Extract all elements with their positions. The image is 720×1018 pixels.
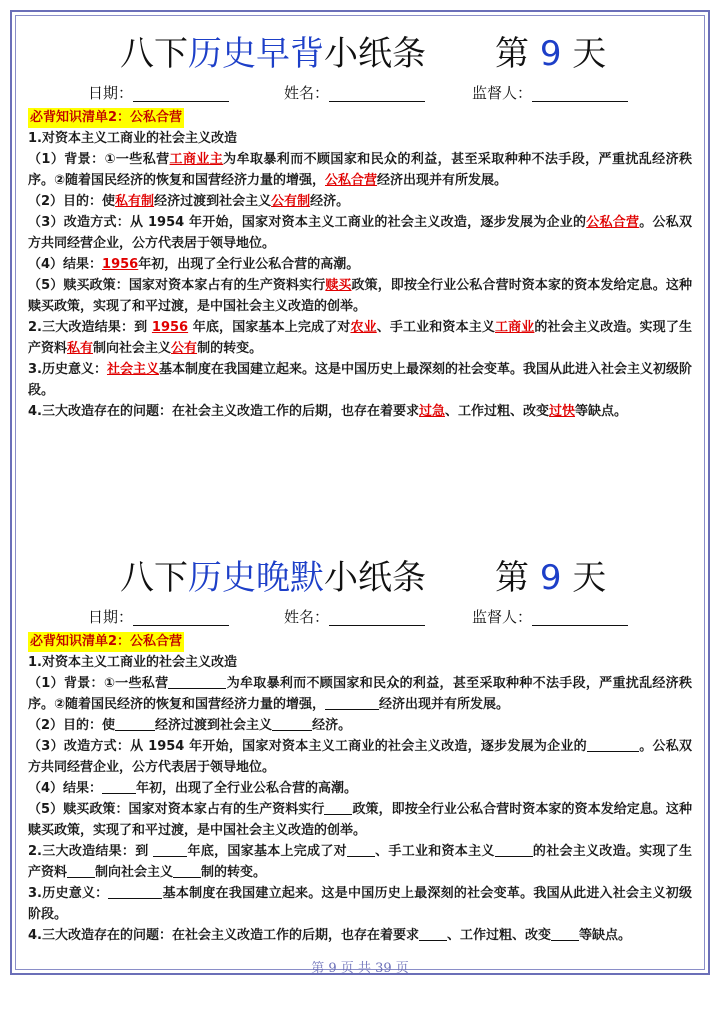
title-prefix: 八下 — [120, 558, 188, 598]
text: 等缺点。 — [579, 928, 632, 943]
purpose-paragraph — [28, 715, 692, 736]
date-field[interactable] — [88, 80, 229, 106]
day-prefix: 第 — [495, 558, 529, 598]
text: 制的转变。 — [201, 865, 267, 880]
text: 4.三大改造存在的问题：在社会主义改造工作的后期，也存在着要求 — [28, 404, 419, 419]
text: 制的转变。 — [197, 341, 263, 356]
supervisor-field[interactable] — [472, 80, 628, 106]
evening-title — [28, 552, 692, 604]
text: 基本制度在我国建立起来。这是中国历史上最深刻的社会变革。我国从此进入社会主义初级阶段。 — [28, 362, 693, 398]
text: 政策，即按全行业公私合营时资本家的资本发给定息。这种赎买政策，实现了和平过渡，是中国社会主义改造的创举。 — [28, 802, 692, 838]
result-paragraph — [28, 778, 692, 799]
fill-blank[interactable] — [587, 737, 639, 752]
key-term: 过快 — [549, 404, 576, 419]
text: （5）赎买政策：国家对资本家占有的生产资料实行 — [28, 802, 325, 817]
problems-paragraph — [28, 401, 692, 422]
title-suffix: 小纸条 — [324, 34, 426, 74]
text: （2）目的：使 — [28, 194, 116, 209]
text: 政策，即按全行业公私合营时资本家的资本发给定息。这种赎买政策，实现了和平过渡，是中国社会主义改造的创举。 — [28, 278, 692, 314]
name-field[interactable] — [284, 604, 425, 630]
redemption-paragraph — [28, 275, 692, 317]
heading-1: 1.对资本主义工商业的社会主义改造 — [28, 131, 237, 146]
name-blank[interactable] — [329, 83, 425, 102]
text: 经济出现并有所发展。 — [377, 173, 508, 188]
key-term: 工商业 — [495, 320, 535, 335]
section-title: 必背知识清单2：公私合营 — [28, 632, 184, 652]
text: 2.三大改造结果：到 — [28, 844, 154, 859]
evening-sheet — [28, 552, 692, 946]
fill-blank[interactable] — [272, 716, 312, 731]
fill-blank[interactable] — [168, 674, 226, 689]
problems-paragraph — [28, 925, 692, 946]
section-title: 必背知识清单2：公私合营 — [28, 108, 184, 128]
fill-blank[interactable] — [115, 716, 155, 731]
key-term: 1956 — [102, 257, 139, 272]
key-term: 公有制 — [271, 194, 311, 209]
text: 的社会主义改造。实现了生产资料 — [28, 320, 692, 356]
footer-total-pages: 39 — [375, 961, 392, 976]
name-label: 姓名： — [284, 84, 330, 102]
key-term: 赎买 — [325, 278, 352, 293]
footer-text: 共 — [357, 961, 371, 976]
text: 年底，国家基本上完成了对 — [187, 844, 347, 859]
three-reforms-paragraph — [28, 317, 692, 359]
text: （4）结果： — [28, 781, 103, 796]
key-term: 公有 — [171, 341, 198, 356]
fill-blank[interactable] — [325, 695, 379, 710]
key-term: 公私合营 — [325, 173, 378, 188]
text: 经济。 — [312, 718, 352, 733]
key-term: 公私合营 — [586, 215, 640, 230]
supervisor-blank[interactable] — [532, 83, 628, 102]
day-number: 9 — [539, 558, 562, 598]
text: 、手工业和资本主义 — [374, 844, 495, 859]
text: 经济。 — [310, 194, 350, 209]
background-paragraph — [28, 149, 692, 191]
text: 4.三大改造存在的问题：在社会主义改造工作的后期，也存在着要求 — [28, 928, 419, 943]
key-term: 私有 — [67, 341, 94, 356]
text: （1）背景：①一些私营 — [28, 152, 170, 167]
key-term: 农业 — [350, 320, 377, 335]
supervisor-label: 监督人： — [472, 608, 533, 626]
text: 经济出现并有所发展。 — [379, 697, 510, 712]
morning-meta-row — [28, 80, 692, 106]
text: （5）赎买政策：国家对资本家占有的生产资料实行 — [28, 278, 326, 293]
text: 制向社会主义 — [95, 865, 174, 880]
morning-title-text — [120, 28, 426, 80]
heading-1: 1.对资本主义工商业的社会主义改造 — [28, 655, 237, 670]
fill-blank[interactable] — [67, 863, 95, 878]
text: 年初，出现了全行业公私合营的高潮。 — [138, 257, 360, 272]
key-term: 过急 — [418, 404, 445, 419]
purpose-paragraph — [28, 191, 692, 212]
significance-paragraph — [28, 883, 692, 925]
text: 等缺点。 — [575, 404, 628, 419]
date-blank[interactable] — [133, 83, 229, 102]
key-term: 工商业主 — [169, 152, 224, 167]
name-blank[interactable] — [329, 607, 425, 626]
name-field[interactable] — [284, 80, 425, 106]
evening-meta-row — [28, 604, 692, 630]
fill-blank[interactable] — [419, 926, 447, 941]
text: 年初，出现了全行业公私合营的高潮。 — [136, 781, 358, 796]
fill-blank[interactable] — [108, 884, 162, 899]
day-suffix: 天 — [572, 34, 607, 74]
title-highlight: 历史早背 — [188, 34, 324, 74]
text: 、工作过粗、改变 — [445, 404, 550, 419]
day-prefix: 第 — [495, 34, 529, 74]
supervisor-label: 监督人： — [472, 84, 533, 102]
text: （3）改造方式：从 1954 年开始，国家对资本主义工商业的社会主义改造，逐步发展为企业的 — [28, 215, 587, 230]
fill-blank[interactable] — [324, 800, 352, 815]
page-footer — [0, 957, 720, 976]
name-label: 姓名： — [284, 608, 330, 626]
text: 3.历史意义： — [28, 362, 107, 377]
date-label: 日期： — [88, 608, 134, 626]
date-blank[interactable] — [133, 607, 229, 626]
footer-page-number: 9 — [328, 961, 337, 976]
day-number: 9 — [539, 34, 562, 74]
text: 3.历史意义： — [28, 886, 109, 901]
text: 为牟取暴利而不顾国家和民众的利益，甚至采取种种不法手段，严重扰乱经济秩序。②随着国民经济的恢复和国营经济力量的增强， — [28, 676, 692, 712]
key-term: 1956 — [151, 320, 189, 335]
evening-day — [495, 552, 606, 604]
significance-paragraph — [28, 359, 692, 401]
background-paragraph — [28, 673, 692, 715]
day-suffix: 天 — [572, 558, 607, 598]
supervisor-blank[interactable] — [532, 607, 628, 626]
fill-blank[interactable] — [495, 842, 533, 857]
key-term: 私有制 — [115, 194, 155, 209]
text: （1）背景：①一些私营 — [28, 676, 169, 691]
result-paragraph — [28, 254, 692, 275]
text: 基本制度在我国建立起来。这是中国历史上最深刻的社会变革。我国从此进入社会主义初级阶段。 — [28, 886, 692, 922]
title-suffix: 小纸条 — [324, 558, 426, 598]
text: 年底，国家基本上完成了对 — [188, 320, 351, 335]
morning-day — [495, 28, 606, 80]
text: 。公私双方共同经营企业，公方代表居于领导地位。 — [28, 739, 692, 775]
key-term: 社会主义 — [106, 362, 159, 377]
three-reforms-paragraph — [28, 841, 692, 883]
text: （4）结果： — [28, 257, 103, 272]
fill-blank[interactable] — [347, 842, 375, 857]
fill-blank[interactable] — [102, 779, 136, 794]
text: 的社会主义改造。实现了生产资料 — [28, 844, 692, 880]
date-label: 日期： — [88, 84, 134, 102]
footer-text: 第 — [311, 961, 325, 976]
evening-title-text — [120, 552, 426, 604]
text: 经济过渡到社会主义 — [154, 194, 272, 209]
title-highlight: 历史晚默 — [188, 558, 324, 598]
date-field[interactable] — [88, 604, 229, 630]
text: 制向社会主义 — [93, 341, 172, 356]
text: 、工作过粗、改变 — [446, 928, 551, 943]
method-paragraph — [28, 212, 692, 254]
text: 。公私双方共同经营企业，公方代表居于领导地位。 — [28, 215, 692, 251]
text: 为牟取暴利而不顾国家和民众的利益，甚至采取种种不法手段，严重扰乱经济秩序。②随着国民经济的恢复和国营经济力量的增强， — [28, 152, 692, 188]
text: 2.三大改造结果：到 — [28, 320, 152, 335]
footer-text: 页 — [395, 961, 409, 976]
morning-sheet — [28, 28, 692, 422]
fill-blank[interactable] — [153, 842, 187, 857]
title-prefix: 八下 — [120, 34, 188, 74]
method-paragraph — [28, 736, 692, 778]
morning-title — [28, 28, 692, 80]
redemption-paragraph — [28, 799, 692, 841]
fill-blank[interactable] — [551, 926, 579, 941]
text: 经济过渡到社会主义 — [155, 718, 273, 733]
supervisor-field[interactable] — [472, 604, 628, 630]
fill-blank[interactable] — [173, 863, 201, 878]
text: 、手工业和资本主义 — [376, 320, 495, 335]
text: （3）改造方式：从 1954 年开始，国家对资本主义工商业的社会主义改造，逐步发展为企业的 — [28, 739, 587, 754]
text: （2）目的：使 — [28, 718, 116, 733]
footer-text: 页 — [340, 961, 354, 976]
